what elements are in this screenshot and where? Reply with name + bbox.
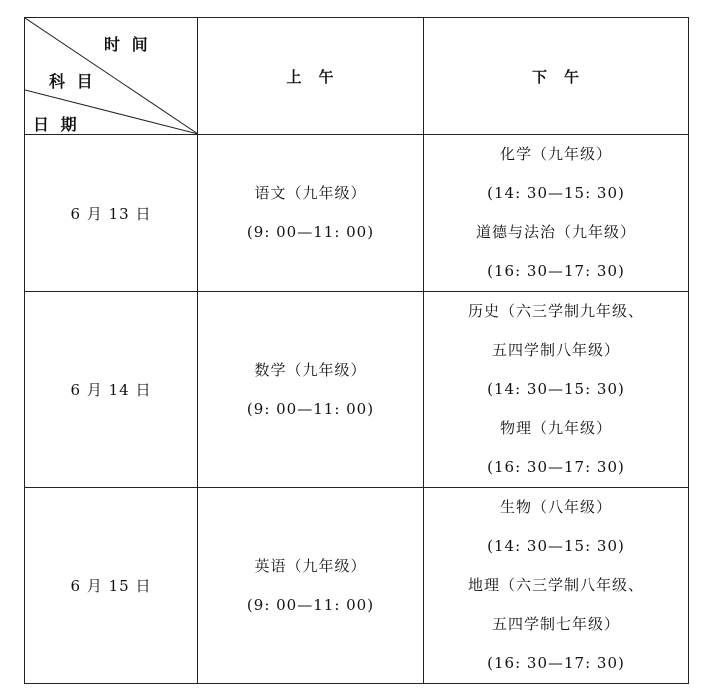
header-time-label: 时 间 bbox=[104, 35, 151, 54]
morning-subject: 语文（九年级） bbox=[254, 184, 367, 202]
afternoon-line: (16: 30—17: 30) bbox=[487, 458, 625, 476]
afternoon-line: 道德与法治（九年级） bbox=[475, 223, 636, 241]
afternoon-cell bbox=[424, 292, 689, 488]
morning-subject: 英语（九年级） bbox=[254, 556, 367, 575]
date-cell: 6 月 13 日 bbox=[25, 135, 198, 292]
afternoon-line: 五四学制八年级） bbox=[491, 341, 620, 359]
afternoon-line: (16: 30—17: 30) bbox=[487, 654, 625, 672]
afternoon-line: (14: 30—15: 30) bbox=[487, 184, 625, 202]
exam-schedule-table bbox=[24, 17, 689, 684]
morning-cell bbox=[198, 292, 424, 488]
morning-cell bbox=[198, 488, 424, 684]
table-row bbox=[25, 488, 689, 684]
morning-cell bbox=[198, 135, 424, 292]
morning-time: (9: 00—11: 00) bbox=[246, 399, 375, 418]
header-subject-label: 科 目 bbox=[49, 72, 96, 91]
morning-time: (9: 00—11: 00) bbox=[246, 595, 375, 614]
afternoon-line: (16: 30—17: 30) bbox=[487, 262, 625, 280]
table-row bbox=[25, 135, 689, 292]
header-morning: 上 午 bbox=[198, 18, 424, 135]
afternoon-line: 地理（六三学制八年级、 bbox=[467, 576, 644, 594]
morning-time: (9: 00—11: 00) bbox=[246, 223, 375, 241]
date-cell: 6 月 14 日 bbox=[25, 292, 198, 488]
afternoon-line: 物理（九年级） bbox=[499, 419, 612, 437]
morning-subject: 数学（九年级） bbox=[254, 360, 367, 379]
afternoon-line: (14: 30—15: 30) bbox=[487, 537, 625, 555]
afternoon-line: 化学（九年级） bbox=[499, 145, 612, 163]
afternoon-cell bbox=[424, 135, 689, 292]
afternoon-line: 生物（八年级） bbox=[499, 498, 612, 516]
header-afternoon: 下 午 bbox=[424, 18, 689, 135]
afternoon-line: (14: 30—15: 30) bbox=[487, 380, 625, 398]
afternoon-line: 五四学制七年级） bbox=[491, 615, 620, 633]
table-row bbox=[25, 292, 689, 488]
afternoon-cell bbox=[424, 488, 689, 684]
date-cell: 6 月 15 日 bbox=[25, 488, 198, 684]
diagonal-header-cell bbox=[25, 18, 198, 135]
header-date-label: 日 期 bbox=[33, 115, 80, 134]
header-row bbox=[25, 18, 689, 135]
afternoon-line: 历史（六三学制九年级、 bbox=[467, 302, 644, 320]
